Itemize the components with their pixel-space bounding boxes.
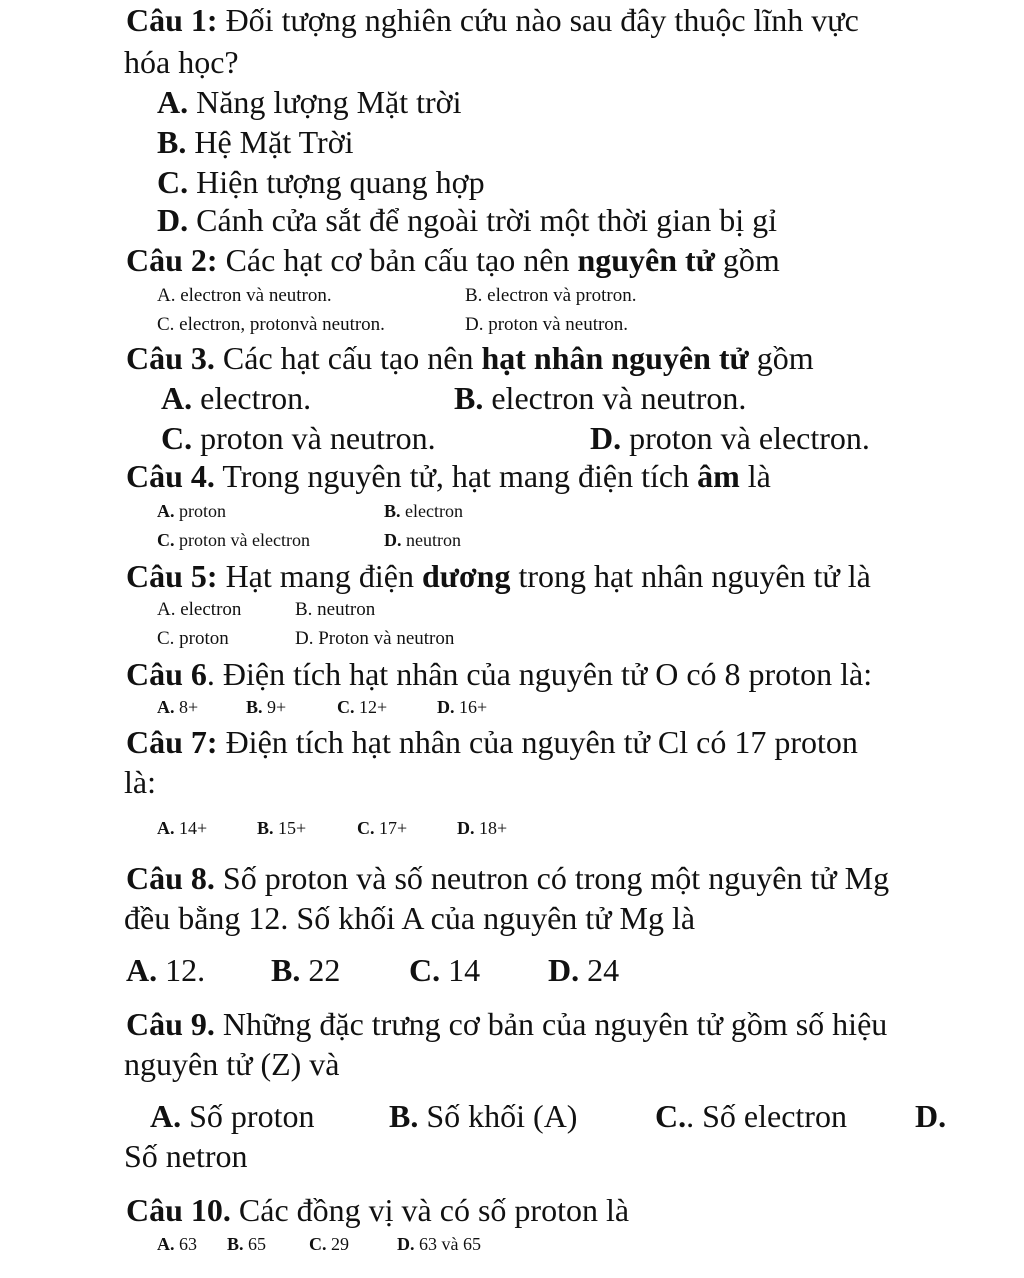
q8-option-c: [409, 952, 480, 989]
option-text: . Số electron: [686, 1098, 847, 1134]
question-4-emphasis: âm: [697, 458, 740, 494]
option-text: Hệ Mặt Trời: [194, 124, 354, 160]
q5-option-c: C. proton: [157, 628, 229, 649]
question-7-number: Câu 7:: [126, 724, 218, 760]
q9-option-d-letter: [915, 1098, 946, 1135]
question-1-number: Câu 1:: [126, 2, 218, 38]
question-2-text: Các hạt cơ bản cấu tạo nên: [225, 242, 570, 278]
question-2-line: [126, 242, 780, 279]
question-1-line-2: [124, 44, 239, 81]
option-text: 12+: [359, 697, 388, 717]
option-letter: C.: [157, 164, 189, 200]
option-letter: D.: [457, 818, 475, 838]
option-letter: C.: [409, 952, 441, 988]
q9-option-a: [150, 1098, 314, 1135]
option-text: Số proton: [189, 1098, 315, 1134]
q8-option-a: [126, 952, 205, 989]
option-letter: D.: [590, 420, 622, 456]
q7-option-a: [157, 818, 207, 839]
question-3-line: [126, 340, 814, 377]
question-4-number: Câu 4.: [126, 458, 215, 494]
option-text: Số khối (A): [426, 1098, 578, 1134]
option-letter: B.: [271, 952, 301, 988]
question-3-text-end: gồm: [756, 340, 814, 376]
question-10-number: Câu 10.: [126, 1192, 231, 1228]
q4-option-b: [384, 501, 463, 522]
q3-option-b: [454, 380, 746, 417]
question-1-line-1: [126, 2, 859, 39]
q10-option-b: [227, 1234, 266, 1255]
q10-option-c: [309, 1234, 349, 1255]
question-5-text-end: trong hạt nhân nguyên tử là: [518, 558, 871, 594]
q5-option-b: B. neutron: [295, 599, 376, 620]
question-2-number: Câu 2:: [126, 242, 218, 278]
option-letter: B.: [246, 697, 263, 717]
option-letter: D.: [548, 952, 580, 988]
option-text: 15+: [278, 818, 307, 838]
question-6-text: . Điện tích hạt nhân của nguyên tử O có 8 proton là:: [206, 656, 873, 692]
option-letter: A.: [161, 380, 193, 416]
option-letter: D.: [397, 1234, 415, 1254]
q3-option-c: [161, 420, 436, 457]
question-5-text: Hạt mang điện: [225, 558, 414, 594]
option-letter: C.: [655, 1098, 687, 1134]
option-text: 9+: [267, 697, 287, 717]
q10-option-d: [397, 1234, 481, 1255]
option-text: electron: [405, 501, 463, 521]
option-letter: B.: [389, 1098, 419, 1134]
option-letter: B.: [157, 124, 187, 160]
q5-option-a: A. electron: [157, 599, 242, 620]
question-3-emphasis: hạt nhân nguyên tử: [481, 340, 749, 376]
option-letter: C.: [337, 697, 355, 717]
q7-option-c: [357, 818, 407, 839]
option-letter: A.: [157, 818, 175, 838]
option-letter: D.: [437, 697, 455, 717]
q2-option-a: A. electron và neutron.: [157, 285, 332, 306]
option-text: 14: [448, 952, 481, 988]
option-letter: A.: [126, 952, 158, 988]
q4-option-c: [157, 530, 310, 551]
q3-option-a: [161, 380, 311, 417]
question-8-number: Câu 8.: [126, 860, 215, 896]
q6-option-a: [157, 697, 198, 718]
question-1-text-cont: hóa học?: [124, 44, 239, 80]
q7-option-d: [457, 818, 507, 839]
option-text: 17+: [379, 818, 408, 838]
q5-option-d: D. Proton và neutron: [295, 628, 455, 649]
q6-option-b: [246, 697, 286, 718]
q4-option-d: [384, 530, 461, 551]
question-7-text-cont: là:: [124, 764, 156, 800]
q1-option-b: [157, 124, 354, 161]
question-10-line: [126, 1192, 629, 1229]
question-5-number: Câu 5:: [126, 558, 218, 594]
q10-option-a: [157, 1234, 197, 1255]
option-text: 65: [248, 1234, 267, 1254]
q6-option-d: [437, 697, 487, 718]
option-text: 63 và 65: [419, 1234, 481, 1254]
q2-option-b: B. electron và protron.: [465, 285, 637, 306]
option-text: electron và neutron.: [491, 380, 747, 416]
option-letter: C.: [357, 818, 375, 838]
question-3-number: Câu 3.: [126, 340, 215, 376]
option-text: proton và neutron.: [200, 420, 436, 456]
question-8-text: Số proton và số neutron có trong một nguyên tử Mg: [222, 860, 890, 896]
q1-option-d: [157, 202, 777, 239]
option-text: 16+: [459, 697, 488, 717]
option-letter: A.: [157, 697, 175, 717]
option-text: 14+: [179, 818, 208, 838]
option-text: 24: [587, 952, 620, 988]
option-text: proton và electron.: [629, 420, 870, 456]
option-letter: B.: [257, 818, 274, 838]
option-letter: D.: [384, 530, 402, 550]
question-4-line: [126, 458, 771, 495]
question-4-text-end: là: [747, 458, 771, 494]
option-letter: D.: [157, 202, 189, 238]
option-text: Năng lượng Mặt trời: [196, 84, 462, 120]
option-text: 8+: [179, 697, 199, 717]
question-9-text-cont: nguyên tử (Z) và: [124, 1046, 340, 1082]
question-8-line-1: [126, 860, 889, 897]
question-3-text: Các hạt cấu tạo nên: [222, 340, 474, 376]
question-2-emphasis: nguyên tử: [577, 242, 715, 278]
q2-option-c: C. electron, protonvà neutron.: [157, 314, 385, 335]
question-9-line-2: [124, 1046, 340, 1083]
option-text: 18+: [479, 818, 508, 838]
question-2-text-end: gồm: [722, 242, 780, 278]
option-text: Số netron: [124, 1138, 248, 1174]
question-1-text: Đối tượng nghiên cứu nào sau đây thuộc lĩnh vực: [225, 2, 859, 38]
option-letter: A.: [157, 501, 175, 521]
q8-option-d: [548, 952, 619, 989]
question-6-number: Câu 6: [126, 656, 207, 692]
option-letter: B.: [384, 501, 401, 521]
question-5-line: [126, 558, 871, 595]
option-letter: A.: [157, 84, 189, 120]
option-text: 22: [308, 952, 341, 988]
q9-option-b: [389, 1098, 577, 1135]
option-letter: A.: [157, 1234, 175, 1254]
question-9-text: Những đặc trưng cơ bản của nguyên tử gồm số hiệu: [222, 1006, 888, 1042]
q9-option-c: [655, 1098, 847, 1135]
q6-option-c: [337, 697, 387, 718]
option-text: Hiện tượng quang hợp: [196, 164, 485, 200]
option-text: 29: [331, 1234, 349, 1254]
option-letter: C.: [161, 420, 193, 456]
question-9-line-1: [126, 1006, 887, 1043]
option-text: neutron: [406, 530, 461, 550]
q8-option-b: [271, 952, 340, 989]
q1-option-c: [157, 164, 485, 201]
question-7-line-2: [124, 764, 156, 801]
option-text: proton và electron: [179, 530, 310, 550]
option-letter: D.: [915, 1098, 947, 1134]
option-letter: A.: [150, 1098, 182, 1134]
option-letter: B.: [454, 380, 484, 416]
question-10-text: Các đồng vị và có số proton là: [238, 1192, 630, 1228]
option-text: Cánh cửa sắt để ngoài trời một thời gian bị gỉ: [196, 202, 777, 238]
q2-option-d: D. proton và neutron.: [465, 314, 629, 335]
question-6-line: [126, 656, 872, 693]
q4-option-a: [157, 501, 226, 522]
question-8-text-cont: đều bằng 12. Số khối A của nguyên tử Mg là: [124, 900, 696, 936]
option-text: electron.: [200, 380, 312, 416]
option-text: 63: [179, 1234, 197, 1254]
question-7-line-1: [126, 724, 858, 761]
q3-option-d: [590, 420, 870, 457]
option-letter: C.: [157, 530, 175, 550]
question-4-text: Trong nguyên tử, hạt mang điện tích: [222, 458, 690, 494]
question-7-text: Điện tích hạt nhân của nguyên tử Cl có 17 proton: [225, 724, 858, 760]
option-text: proton: [179, 501, 226, 521]
option-letter: C.: [309, 1234, 327, 1254]
option-text: 12.: [165, 952, 206, 988]
q1-option-a: [157, 84, 461, 121]
question-5-emphasis: dương: [421, 558, 511, 594]
q7-option-b: [257, 818, 306, 839]
question-9-number: Câu 9.: [126, 1006, 215, 1042]
option-letter: B.: [227, 1234, 244, 1254]
question-8-line-2: [124, 900, 695, 937]
q9-option-d-text: [124, 1138, 248, 1175]
